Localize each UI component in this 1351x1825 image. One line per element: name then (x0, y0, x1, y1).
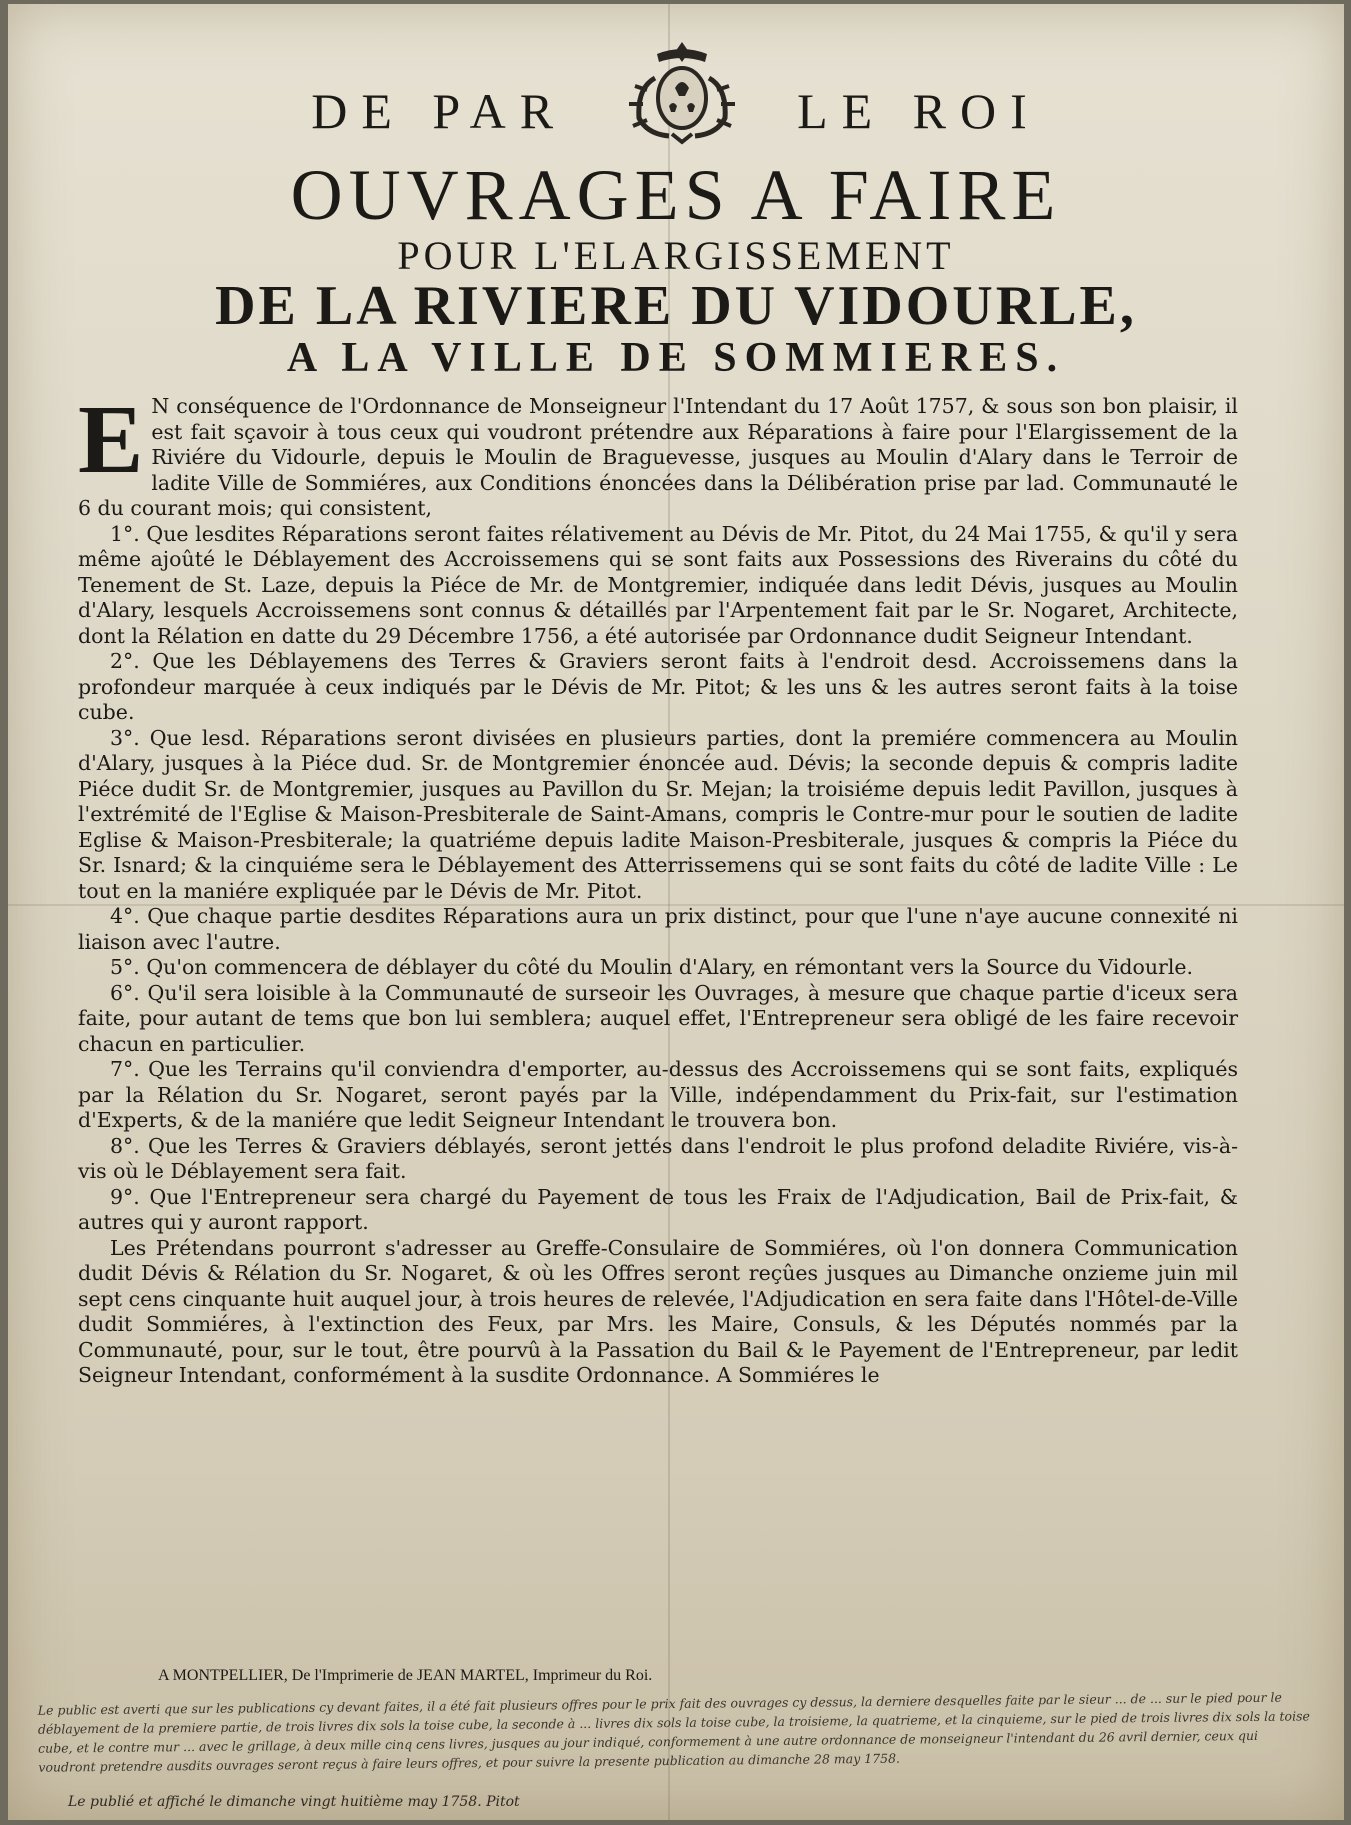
header-le-roi: LE ROI (797, 83, 1041, 139)
header-de-par: DE PAR (311, 83, 568, 139)
article-5: 5°. Qu'on commencera de déblayer du côté du Moulin d'Alary, en rémontant vers la Source du Vidourle. (110, 955, 1194, 979)
intro-paragraph (78, 386, 1238, 522)
article-2: 2°. Que les Déblayemens des Terres & Graviers seront faits à l'endroit desd. Accroissemens dans la profondeur marquée à ceux indiqués par le Dévis de Mr. Pitot; & les uns & les autres seront faits à la toise cube. (78, 649, 1238, 724)
poster-sheet (8, 4, 1344, 1820)
handwritten-annotation: Le public est averti que sur les publications cy devant faites, il a été fait plusieurs offres pour le prix fait des ouvrages cy dessus, la derniere desquelles faite par le sieur ... de ... sur le pied pour le déblayement de la premiere partie, de trois livres dix sols la toise cube, la seconde à ... livres dix sols la toise cube, la troisieme, la quatrieme, et la cinquieme, sur le pied de trois livres dix sols la toise cube, et le contre mur ... avec le grillage, à deux mille cinq cens livres, jusques au jour indiqué, conformement à une autre ordonnance de monseigneur l'intendant du 26 avril dernier, ceux qui voudront pretendre ausdits ouvrages seront reçus à faire leurs offres, et pour suivre la presente publication au dimanche 28 may 1758. (37, 1689, 1310, 1775)
proclamation-body (78, 386, 1238, 1389)
article-9: 9°. Que l'Entrepreneur sera chargé du Payement de tous les Fraix de l'Adjudication, Bail de Prix-fait, & autres qui y auront rapport. (78, 1184, 1238, 1234)
article-8: 8°. Que les Terres & Graviers déblayés, seront jettés dans l'endroit le plus profond deladite Riviére, vis-à-vis où le Déblayement sera fait. (78, 1133, 1238, 1183)
title-elargissement: POUR L'ELARGISSEMENT (397, 233, 955, 278)
closing-paragraph: Les Prétendans pourront s'adresser au Greffe-Consulaire de Sommiéres, où l'on donnera Communication dudit Dévis & Rélation du Sr. Nogaret, & où les Offres seront reçûes jusques au Dimanche onzieme juin mil sept cens cinquante huit auquel jour, à trois heures de relevée, l'Adjudication en sera faite dans l'Hôtel-de-Ville dudit Sommiéres, à l'extinction des Feux, par Mrs. les Maire, Consuls, & les Députés nommés par la Communauté, pour, sur le tout, être pourvû à la Passation du Bail & le Payement de l'Entrepreneur, par ledit Seigneur Intendant, conformément à la susdite Ordonnance. A Sommiéres le (78, 1235, 1238, 1387)
article-4: 4°. Que chaque partie desdites Réparations aura un prix distinct, pour que l'une n'aye aucune connexité ni liaison avec l'autre. (78, 904, 1238, 954)
title-ouvrages-a-faire: OUVRAGES A FAIRE (290, 155, 1062, 235)
intro-text: N conséquence de l'Ordonnance de Monseigneur l'Intendant du 17 Août 1757, & sous son bon plaisir, il est fait sçavoir à tous ceux qui voudront prétendre aux Réparations à faire pour l'Elargissement de la Riviére du Vidourle, depuis le Moulin de Braguevesse, jusques au Moulin d'Alary dans le Terroir de ladite Ville de Sommiéres, aux Conditions énoncées dans la Délibération prise par lad. Communauté le 6 du courant mois; qui consistent, (78, 394, 1238, 520)
handwritten-signature: Le publié et affiché le dimanche vingt huitième may 1758. Pitot (68, 1794, 520, 1810)
royal-header (8, 56, 1344, 166)
title-riviere-vidourle: DE LA RIVIERE DU VIDOURLE, (215, 275, 1137, 337)
article-3: 3°. Que lesd. Réparations seront divisées en plusieurs parties, dont la premiére commencera au Moulin d'Alary, jusques à la Piéce dud. Sr. de Montgremier énoncée aud. Dévis; la seconde depuis & compris ladite Piéce dudit Sr. de Montgremier, jusques au Pavillon du Sr. Mejan; la troisiéme depuis ledit Pavillon, jusques à l'extrémité de l'Eglise & Maison-Presbiterale de Saint-Amans, compris le Contre-mur pour le soutien de ladite Eglise & Maison-Presbiterale; la quatriéme depuis ladite Maison-Presbiterale, jusques & compris la Piéce du Sr. Isnard; & la cinquiéme sera le Déblayement des Atterrissemens qui se sont faits du côté de ladite Ville : Le tout en la maniére expliquée par le Dévis de Mr. Pitot. (78, 725, 1238, 903)
article-1: 1°. Que lesdites Réparations seront faites rélativement au Dévis de Mr. Pitot, du 24 Mai 1755, & qu'il y sera même ajoûté le Déblayement des Accroissemens qui se sont faits aux Possessions des Riverains du côté du Tenement de St. Laze, depuis la Piéce de Mr. de Montgremier, indiquée dans ledit Dévis, jusques au Moulin d'Alary, lesquels Accroissemens sont connus & détaillés par l'Arpentement fait par le Sr. Nogaret, Architecte, dont la Rélation en datte du 29 Décembre 1756, a été autorisée par Ordonnance dudit Seigneur Intendant. (78, 521, 1238, 648)
title-ville-sommieres: A LA VILLE DE SOMMIERES. (286, 335, 1066, 381)
royal-fleur-de-lis-crest-icon (617, 38, 747, 148)
article-7: 7°. Que les Terrains qu'il conviendra d'emporter, au-dessus des Accroissemens qui se sont faits, expliqués par la Rélation du Sr. Nogaret, seront payés par la Ville, indépendamment du Prix-fait, sur l'estimation d'Experts, & de la maniére que ledit Seigneur Intendant le trouvera bon. (78, 1057, 1238, 1132)
drop-cap-letter: E (78, 386, 144, 494)
article-6: 6°. Qu'il sera loisible à la Communauté de surseoir les Ouvrages, à mesure que chaque partie d'iceux sera faite, pour autant de tems que bon lui semblera; auquel effet, l'Entrepreneur sera obligé de les faire recevoir chacun en particulier. (78, 980, 1238, 1056)
printer-imprint: A MONTPELLIER, De l'Imprimerie de JEAN MARTEL, Imprimeur du Roi. (158, 1667, 653, 1684)
